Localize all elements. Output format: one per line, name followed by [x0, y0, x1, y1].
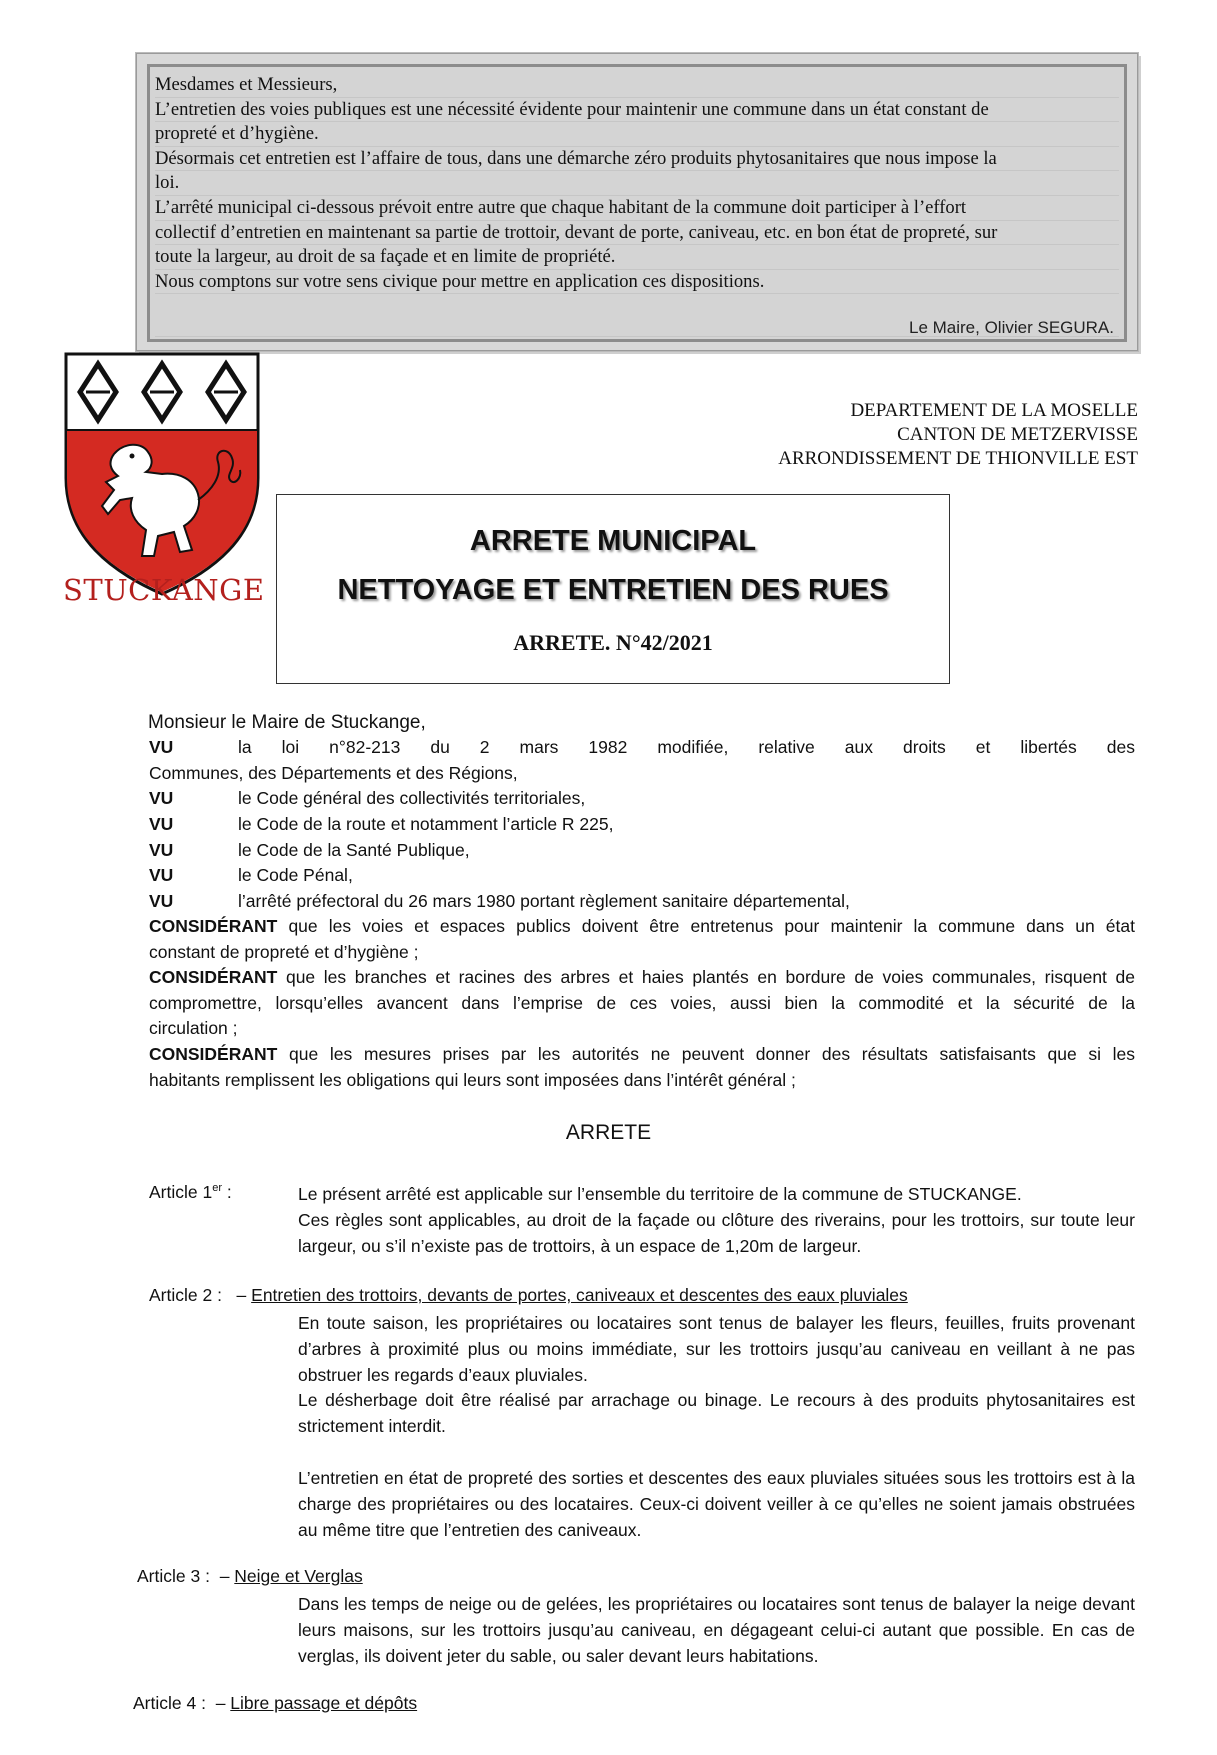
- vu-item: [149, 735, 1135, 761]
- message-line: Mesdames et Messieurs,: [155, 73, 1119, 98]
- mayor-heading: Monsieur le Maire de Stuckange,: [148, 712, 426, 733]
- article-2-title: Entretien des trottoirs, devants de portes, caniveaux et descentes des eaux pluviales: [251, 1285, 908, 1305]
- considerant-item: [149, 965, 1135, 991]
- article-3-label: [137, 1566, 363, 1587]
- vu-label: VU: [149, 788, 174, 808]
- message-line: Nous comptons sur votre sens civique pour mettre en application ces dispositions.: [155, 270, 1119, 295]
- vu-item: [149, 889, 1135, 915]
- considerant-continued: compromettre, lorsqu’elles avancent dans l’emprise de ces voies, aussi bien la commodité et la sécurité de la: [149, 993, 1135, 1013]
- message-line: loi.: [155, 171, 1119, 196]
- vu-label: VU: [149, 891, 174, 911]
- article-1-line: Le présent arrêté est applicable sur l’ensemble du territoire de la commune de STUCKANGE.: [298, 1184, 1022, 1204]
- article-dash: –: [215, 1693, 226, 1713]
- article-label-sup: er: [212, 1182, 222, 1195]
- department-header: [778, 399, 1138, 471]
- town-name: STUCKANGE: [63, 573, 265, 607]
- document-subtitle: NETTOYAGE ET ENTRETIEN DES RUES: [337, 574, 889, 606]
- article-1-label: [149, 1182, 232, 1203]
- arrondissement-line: ARRONDISSEMENT DE THIONVILLE EST: [778, 448, 1138, 469]
- considerant-text: que les voies et espaces publics doivent être entretenus pour maintenir la commune dans un état: [288, 916, 1135, 936]
- vu-label: VU: [149, 865, 174, 885]
- article-4-title: Libre passage et dépôts: [230, 1693, 418, 1713]
- considerant-label: CONSIDÉRANT: [149, 916, 278, 936]
- considerant-continued: constant de propreté et d’hygiène ;: [149, 942, 419, 962]
- vu-text: la loi n°82-213 du 2 mars 1982 modifiée, relative aux droits et libertés des: [238, 737, 1135, 757]
- article-dash: –: [236, 1285, 247, 1305]
- article-3-paragraph: Dans les temps de neige ou de gelées, les propriétaires ou locataires sont tenus de balayer la neige devant leurs maisons, sur les trottoirs jusqu’au caniveau, en dégageant celui-ci autant que possible. En cas de verglas, ils doivent jeter du sable, ou saler devant leurs habitations.: [298, 1594, 1135, 1666]
- article-label-colon: :: [222, 1182, 232, 1202]
- vu-label: VU: [149, 737, 174, 757]
- considerant-label: CONSIDÉRANT: [149, 967, 278, 987]
- vu-text: le Code Pénal,: [238, 865, 353, 885]
- vu-label: VU: [149, 814, 174, 834]
- message-line: L’arrêté municipal ci-dessous prévoit entre autre que chaque habitant de la commune doit participer à l’effort: [155, 196, 1119, 221]
- message-line: propreté et d’hygiène.: [155, 122, 1119, 147]
- mayor-signature: Le Maire, Olivier SEGURA.: [909, 318, 1114, 337]
- title-box: [276, 494, 950, 684]
- message-line: Désormais cet entretien est l’affaire de tous, dans une démarche zéro produits phytosanitaires que nous impose la: [155, 147, 1119, 172]
- vu-item: [149, 812, 1135, 838]
- vu-item: [149, 838, 1135, 864]
- article-label-text: Article 2 :: [149, 1285, 222, 1305]
- decree-number: ARRETE. N°42/2021: [513, 630, 713, 655]
- coat-of-arms-icon: [62, 350, 265, 610]
- article-2-paragraph: En toute saison, les propriétaires ou locataires sont tenus de balayer les fleurs, feuilles, fruits provenant d’arbres à proximité plus ou moins immédiate, sur les trottoirs jusqu’au caniveau en veillant à ne pas obstruer les regards d’eaux pluviales.: [298, 1313, 1135, 1385]
- article-2-paragraph: L’entretien en état de propreté des sorties et descentes des eaux pluviales situées sous les trottoirs est à la charge des propriétaires ou des locataires. Ceux-ci doivent veiller à ce qu’elles ne soient jamais obstruées au même titre que l’entretien des caniveaux.: [298, 1468, 1135, 1540]
- considerant-label: CONSIDÉRANT: [149, 1044, 278, 1064]
- message-line: collectif d’entretien en maintenant sa partie de trottoir, devant de porte, caniveau, etc. en bon état de propreté, sur: [155, 221, 1119, 246]
- article-4-label: [133, 1693, 417, 1714]
- message-line: toute la largeur, au droit de sa façade et en limite de propriété.: [155, 245, 1119, 270]
- vu-item: [149, 786, 1135, 812]
- vu-text: l’arrêté préfectoral du 26 mars 1980 portant règlement sanitaire départemental,: [238, 891, 850, 911]
- article-2-paragraph: Le désherbage doit être réalisé par arrachage ou binage. Le recours à des produits phytosanitaires est strictement interdit.: [298, 1390, 1135, 1436]
- article-2-label: [149, 1285, 908, 1306]
- considerant-continued: circulation ;: [149, 1018, 238, 1038]
- article-label-text: Article 4 :: [133, 1693, 206, 1713]
- considerant-item: [149, 1042, 1135, 1068]
- considerant-text: que les mesures prises par les autorités ne peuvent donner des résultats satisfaisants que si les: [289, 1044, 1135, 1064]
- vu-text: le Code de la Santé Publique,: [238, 840, 470, 860]
- document-title: ARRETE MUNICIPAL: [469, 525, 757, 557]
- considerant-continued: habitants remplissent les obligations qui leurs sont imposées dans l’intérêt général ;: [149, 1070, 796, 1090]
- article-label-text: Article 3 :: [137, 1566, 210, 1586]
- vu-label: VU: [149, 840, 174, 860]
- canton-line: CANTON DE METZERVISSE: [897, 424, 1138, 445]
- message-line: L’entretien des voies publiques est une nécessité évidente pour maintenir une commune dans un état constant de: [155, 98, 1119, 123]
- vu-item-continued: Communes, des Départements et des Régions,: [149, 763, 518, 783]
- mayor-message-text: [155, 73, 1119, 294]
- article-3-title: Neige et Verglas: [234, 1566, 363, 1586]
- article-label-text: Article 1: [149, 1182, 213, 1202]
- vu-item: [149, 863, 1135, 889]
- vu-text: le Code de la route et notamment l’article R 225,: [238, 814, 614, 834]
- vu-text: le Code général des collectivités territoriales,: [238, 788, 586, 808]
- arrete-heading: ARRETE: [565, 1121, 652, 1144]
- department-line: DEPARTEMENT DE LA MOSELLE: [850, 400, 1138, 421]
- mayor-message-box: [136, 53, 1138, 351]
- considerant-text: que les branches et racines des arbres et haies plantés en bordure de voies communales, risquent de: [285, 967, 1135, 987]
- article-1-text: Ces règles sont applicables, au droit de la façade ou clôture des riverains, pour les trottoirs, sur toute leur largeur, ou s’il n’existe pas de trottoirs, à un espace de 1,20m de largeur.: [298, 1210, 1135, 1256]
- mayor-message-inner: [147, 64, 1127, 342]
- article-dash: –: [219, 1566, 230, 1586]
- considerant-item: [149, 914, 1135, 940]
